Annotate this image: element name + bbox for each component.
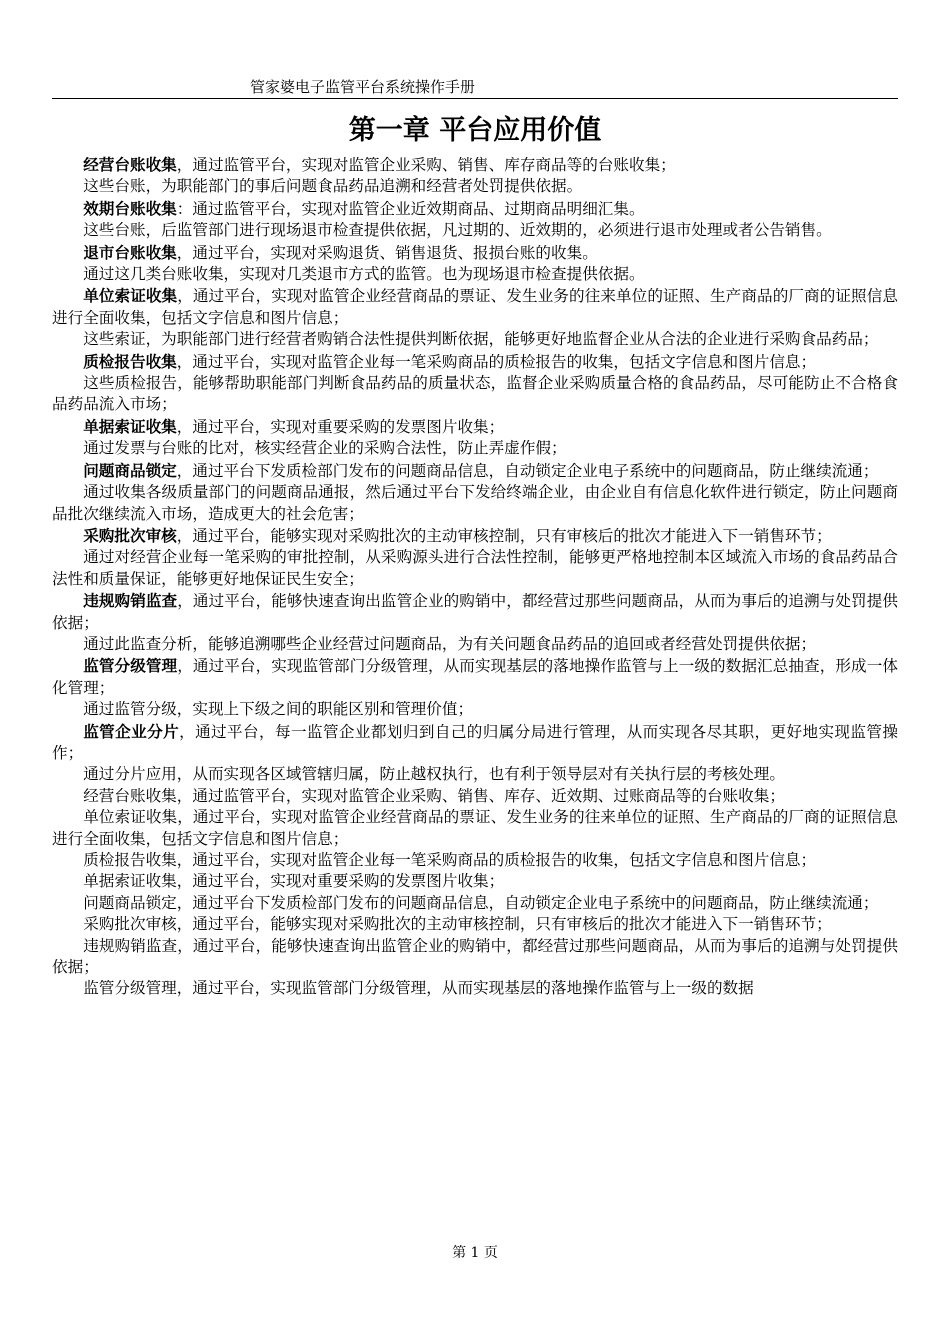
paragraph [52,634,898,655]
paragraph-lead: 问题商品锁定 [83,460,177,480]
paragraph-lead: 经营台账收集 [83,155,177,174]
page-number: 第 1 页 [452,1245,498,1261]
paragraph [52,329,898,350]
paragraph [52,176,898,197]
paragraph-text: 这些台账，为职能部门的事后问题食品药品追溯和经营者处罚提供依据。 [83,177,583,196]
running-header: 管家婆电子监管平台系统操作手册 [250,78,476,96]
paragraph-lead: 退市台账收集 [83,242,177,262]
paragraph-lead: 监管分级管理 [83,656,178,676]
paragraph-text: 通过对经营企业每一笔采购的审批控制，从采购源头进行合法性控制，能够更严格地控制本区域流入市场的食品药品合法性和质量保证，能够更好地保证民生安全； [52,548,898,588]
paragraph-lead: 监管企业分片 [83,721,180,741]
paragraph [52,850,898,871]
paragraph [52,893,898,914]
paragraph-text: 这些台账，后监管部门进行现场退市检查提供依据，凡过期的、近效期的，必须进行退市处理或者公告销售。 [83,221,832,240]
paragraph-text: 单位索证收集，通过平台，实现对监管企业经营商品的票证、发生业务的往来单位的证照、生产商品的厂商的证照信息进行全面收集，包括文字信息和图片信息； [52,808,898,848]
paragraph-text: 通过分片应用，从而实现各区域管辖归属，防止越权执行，也有利于领导层对有关执行层的考核处理。 [83,765,785,784]
paragraph-text: 通过发票与台账的比对，核实经营企业的采购合法性，防止弄虚作假； [83,439,567,458]
paragraph-text: 通过此监查分析，能够追溯哪些企业经营过问题商品，为有关问题食品药品的追回或者经营处罚提供依据； [83,634,817,653]
paragraph-lead: 单据索证收集 [83,416,177,436]
paragraph-text: ，通过平台，实现对采购退货、销售退货、报损台账的收集。 [176,243,598,262]
paragraph [52,482,898,525]
chapter-title: 第一章 平台应用价值 [348,115,602,146]
paragraph-text: 违规购销监查，通过平台，能够快速查询出监管企业的购销中，都经营过那些问题商品，从而为事后的追溯与处罚提供依据； [52,936,898,977]
paragraph [52,699,898,720]
paragraph-text: ，通过监管平台，实现对监管企业采购、销售、库存商品等的台账收集； [176,156,676,174]
paragraph [52,154,898,176]
paragraph-text: ，通过平台，实现对重要采购的发票图片收集； [176,417,505,436]
paragraph-text: ，通过平台，能够快速查询出监管企业的购销中，都经营过那些问题商品，从而为事后的追溯与处罚提供依据； [52,592,898,632]
paragraph-text: 通过监管分级，实现上下级之间的职能区别和管理价值； [83,700,474,719]
paragraph-text: 采购批次审核，通过平台，能够实现对采购批次的主动审核控制，只有审核后的批次才能进入下一销售环节； [83,915,832,934]
paragraph-lead: 违规购销监查 [83,591,178,611]
header-rule [52,98,898,99]
paragraph-lead: 采购批次审核 [83,525,177,545]
paragraph [52,871,898,892]
paragraph [52,936,898,979]
paragraph-text: 问题商品锁定，通过平台下发质检部门发布的问题商品信息，自动锁定企业电子系统中的问题商品，防止继续流通； [83,893,879,912]
paragraph-lead: 效期台账收集 [83,198,177,218]
paragraph [52,978,898,999]
paragraph [52,416,898,438]
paragraph-lead: 单位索证收集 [83,286,178,306]
paragraph-text: ，通过平台下发质检部门发布的问题商品信息，自动锁定企业电子系统中的问题商品，防止继续流通； [176,461,879,480]
paragraph-text: 经营台账收集，通过监管平台，实现对监管企业采购、销售、库存、近效期、过账商品等的台账收集； [83,786,785,805]
paragraph [52,655,898,699]
paragraph [52,220,898,241]
paragraph [52,590,898,634]
paragraph-text: ，通过平台，实现监管部门分级管理，从而实现基层的落地操作监管与上一级的数据汇总抽查，形成一体化管理； [52,657,898,697]
paragraph [52,764,898,785]
paragraph-text: ，通过平台，每一监管企业都划归到自己的归属分局进行管理，从而实现各尽其职，更好地实现监管操作； [52,722,898,762]
paragraph-text: 这些索证，为职能部门进行经营者购销合法性提供判断依据，能够更好地监督企业从合法的企业进行采购食品药品； [83,330,879,349]
paragraph-text: 监管分级管理，通过平台，实现监管部门分级管理，从而实现基层的落地操作监管与上一级的数据 [83,979,754,998]
paragraph [52,285,898,329]
paragraph-text: 质检报告收集，通过平台，实现对监管企业每一笔采购商品的质检报告的收集，包括文字信息和图片信息； [83,851,817,869]
paragraph [52,264,898,285]
paragraph-text: ：通过监管平台，实现对监管企业近效期商品、过期商品明细汇集。 [176,199,645,218]
paragraph [52,914,898,935]
paragraph [52,460,898,482]
paragraph [52,525,898,547]
paragraph-text: ，通过平台，能够实现对采购批次的主动审核控制，只有审核后的批次才能进入下一销售环节； [176,526,832,545]
paragraph-lead: 质检报告收集 [83,351,177,371]
paragraph-text: 单据索证收集，通过平台，实现对重要采购的发票图片收集； [83,872,505,891]
paragraph [52,807,898,850]
paragraph-text: 这些质检报告，能够帮助职能部门判断食品药品的质量状态，监督企业采购质量合格的食品药品，尽可能防止不合格食品药品流入市场； [52,374,898,414]
paragraph [52,721,898,765]
paragraph-text: 通过这几类台账收集，实现对几类退市方式的监管。也为现场退市检查提供依据。 [83,265,645,284]
paragraph [52,351,898,373]
paragraph-text: ，通过平台，实现对监管企业经营商品的票证、发生业务的往来单位的证照、生产商品的厂商的证照信息进行全面收集，包括文字信息和图片信息； [52,287,898,327]
paragraph [52,547,898,590]
paragraph [52,438,898,459]
paragraph [52,373,898,416]
paragraph [52,786,898,807]
paragraph-text: ，通过平台，实现对监管企业每一笔采购商品的质检报告的收集，包括文字信息和图片信息； [176,352,817,371]
paragraph-text: 通过收集各级质量部门的问题商品通报，然后通过平台下发给终端企业，由企业自有信息化软件进行锁定，防止问题商品批次继续流入市场，造成更大的社会危害； [52,483,898,523]
document-body [52,154,898,1000]
paragraph [52,198,898,220]
paragraph [52,242,898,264]
